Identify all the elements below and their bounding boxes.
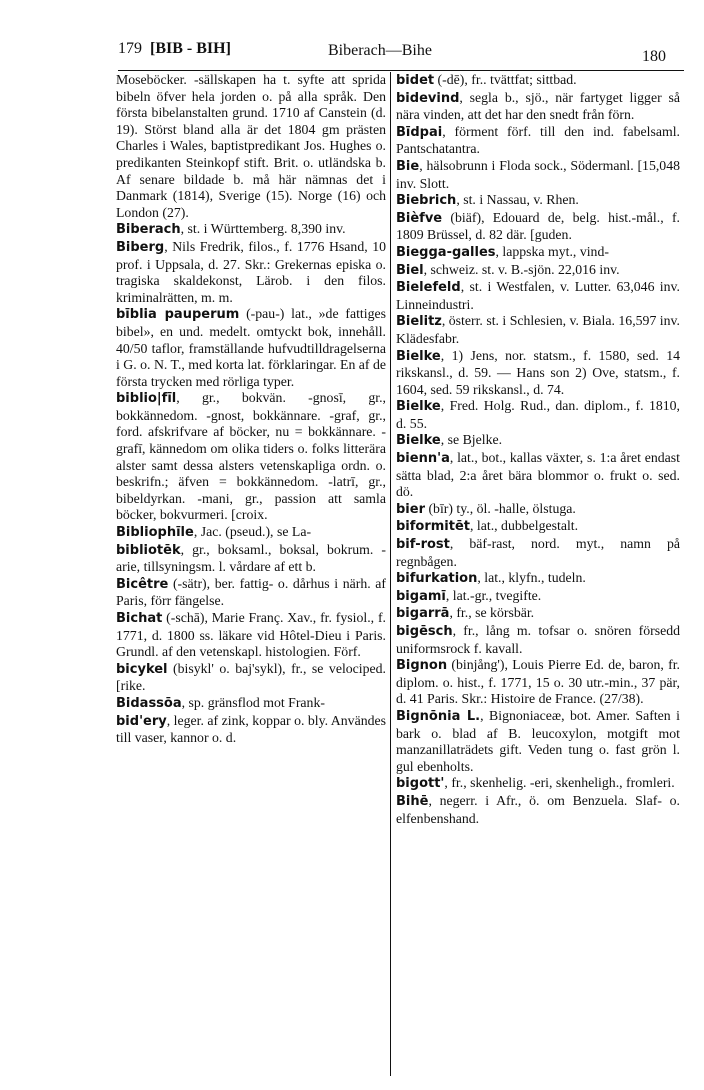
- dictionary-entry: Bièfve (biäf), Edouard de, belg. hist.-mål., f. 1809 Brüssel, d. 82 där. [guden.: [396, 209, 680, 243]
- headword: Bièfve: [396, 210, 443, 226]
- dictionary-entry: Bielefeld, st. i Westfalen, v. Lutter. 63,046 inv. Linneindustri.: [396, 279, 680, 312]
- dictionary-entry: bid'ery, leger. af zink, koppar o. bly. Användes till vaser, kannor o. d.: [116, 712, 386, 746]
- dictionary-entry: Bignon (binjång'), Louis Pierre Ed. de, baron, fr. diplom. o. hist., f. 1771, 15 o. 30 utr.-min., 37 pär, d. 41 Paris. Skr.: Histoire de France. (27/38).: [396, 657, 680, 707]
- header-rule: [118, 70, 684, 71]
- headword: biblio|fīl: [116, 391, 177, 407]
- page-header: [118, 30, 684, 70]
- dictionary-entry: bigarrā, fr., se körsbär.: [396, 605, 535, 622]
- dictionary-entry: Bibliophīle, Jac. (pseud.), se La-: [116, 524, 312, 541]
- headword: Bielefeld: [396, 280, 461, 296]
- headword: bif-rost: [396, 537, 450, 553]
- headword: bigarrā: [396, 606, 450, 622]
- headword: Bielke: [396, 348, 441, 364]
- dictionary-entry: Bidassōa, sp. gränsflod mot Frank-: [116, 694, 325, 711]
- headword: Bibliophīle: [116, 525, 194, 541]
- dictionary-entry: Bīdpai, förment förf. till den ind. fabelsaml. Pantschatantra.: [396, 123, 680, 157]
- dictionary-entry: Bignōnia L., Bignoniaceæ, bot. Amer. Saften i bark o. blad af B. leucoxylon, motgift mot manzanillaträdets gift. Veden tung o. fast grön l. gul ebenholts.: [396, 707, 680, 774]
- dictionary-entry: Bihē, negerr. i Afr., ö. om Benzuela. Slaf- o. elfenbenshand.: [396, 792, 680, 826]
- dictionary-entry: Biel, schweiz. st. v. B.-sjön. 22,016 inv.: [396, 261, 620, 278]
- headword: bibliotēk: [116, 542, 181, 558]
- left-column: [116, 72, 386, 1074]
- headword: bigamī: [396, 588, 446, 604]
- headword: bifurkation: [396, 571, 478, 587]
- headword: Bielitz: [396, 314, 442, 330]
- headword: bidevind: [396, 90, 460, 106]
- headword: Bichat: [116, 611, 163, 626]
- dictionary-entry: Biebrich, st. i Nassau, v. Rhen.: [396, 192, 579, 209]
- headword: Bie: [396, 158, 420, 174]
- headword: Bidassōa: [116, 695, 182, 711]
- page-number-left: 179: [118, 40, 142, 57]
- headword: Biberach: [116, 222, 181, 238]
- dictionary-entry: bigamī, lat.-gr., tvegifte.: [396, 587, 542, 604]
- dictionary-entry: bigott', fr., skenhelig. -eri, skenheligh., fromleri.: [396, 775, 675, 792]
- headword: Bihē: [396, 793, 429, 809]
- headword: Bīdpai: [396, 124, 443, 140]
- dictionary-entry: Bielitz, österr. st. i Schlesien, v. Biala. 16,597 inv. Klädesfabr.: [396, 313, 680, 346]
- dictionary-entry: Bielke, 1) Jens, nor. statsm., f. 1580, sed. 14 rikskansl., d. 59. — Hans son 2) Ove, statsm., f. 1604, sed. 59 rikskansl., d. 74.: [396, 347, 680, 397]
- dictionary-entry: biblio|fīl, gr., bokvän. -gnosī, gr., bokkännedom. -gnost, bokkännare. -graf, gr., ford. afskrifvare af böcker, nu = bokkännare. -grafī, kännedom om olika tiders o. folks litterära alster samt dessa alsters vetenskapliga ordn. o. beskrifn.; äfven = bokkännedom. -latrī, gr., bibeldyrkan. -mani, gr., passion att samla böcker, bokvurmeri. [croix.: [116, 390, 386, 523]
- headword: Biegga-galles: [396, 244, 496, 260]
- dictionary-entry: Bicêtre (-sätr), ber. fattig- o. dårhus i närh. af Paris, förr fängelse.: [116, 575, 386, 609]
- headword: Biberg: [116, 239, 165, 255]
- entry-range: [BIB - BIH]: [150, 40, 231, 57]
- headword: Bielke: [396, 399, 441, 415]
- running-title: Biberach—Bihe: [328, 42, 432, 59]
- dictionary-entry: biformitēt, lat., dubbelgestalt.: [396, 518, 579, 535]
- dictionary-entry: Moseböcker. -sällskapen ha t. syfte att sprida bibeln öfver hela jorden o. på alla språk. Den första bibelanstalten grund. 1710 af Canstein (d. 19). Störst bland alla är det 1804 gm prästen Charles i Wales, baptistpredikant Jos. Hughes o. predikanten Steinkopf stift. Brit. o. utländska b. Af senare bildade b. må här nämnas det i Danmark (1814), Sverige (15). Norge (16) och London (27).: [116, 72, 386, 220]
- headword: Bignon: [396, 658, 448, 674]
- headword: Bicêtre: [116, 576, 169, 592]
- headword: bigott': [396, 776, 445, 792]
- headword: bienn'a: [396, 451, 450, 467]
- dictionary-entry: Bichat (-schā), Marie Franç. Xav., fr. fysiol., f. 1771, d. 1800 ss. läkare vid Hôtel-Dieu i Paris. Grundl. af den vetenskapl. histologien. Förf.: [116, 610, 386, 660]
- page-number-right: 180: [642, 48, 666, 65]
- dictionary-entry: bier (bīr) ty., öl. -halle, ölstuga.: [396, 500, 576, 517]
- dictionary-entry: Bielke, Fred. Holg. Rud., dan. diplom., f. 1810, d. 55.: [396, 398, 680, 431]
- dictionary-entry: bigēsch, fr., lång m. tofsar o. snören försedd uniformsrock f. kavall.: [396, 623, 680, 656]
- headword: bid'ery: [116, 713, 167, 729]
- dictionary-entry: bicykel (bisykl' o. baj'sykl), fr., se velociped. [rike.: [116, 660, 386, 694]
- right-column: [396, 72, 680, 1074]
- dictionary-entry: bifurkation, lat., klyfn., tudeln.: [396, 570, 586, 587]
- headword: Biebrich: [396, 193, 457, 209]
- headword: bigēsch: [396, 624, 453, 639]
- dictionary-entry: bif-rost, bäf-rast, nord. myt., namn på regnbågen.: [396, 536, 680, 569]
- dictionary-entry: bīblia pauperum (-pau-) lat., »de fattiges bibel», en und. medelt. omtyckt bok, innehåll. 40/50 taflor, framställande hufvudtilldragelserna i G. o. N. T., med korta lat. förklaringar. En af de första trycken med rörliga typer.: [116, 306, 386, 389]
- dictionary-entry: Biberg, Nils Fredrik, filos., f. 1776 Hsand, 10 prof. i Uppsala, d. 27. Skr.: Grekernas episka o. tragiska skaldekonst, Lärob. i den filos. kriminalrätten, m. m.: [116, 238, 386, 305]
- dictionary-entry: Biberach, st. i Württemberg. 8,390 inv.: [116, 221, 346, 238]
- headword: bīblia pauperum: [116, 307, 240, 323]
- dictionary-entry: bienn'a, lat., bot., kallas växter, s. 1:a året endast sätta blad, 2:a året bära blommor o. frukt o. sed. dö.: [396, 450, 680, 500]
- dictionary-entry: Bie, hälsobrunn i Floda sock., Södermanl. [15,048 inv. Slott.: [396, 157, 680, 191]
- headword: bicykel: [116, 661, 168, 677]
- dictionary-entry: Bielke, se Bjelke.: [396, 432, 503, 449]
- headword: Bielke: [396, 433, 441, 449]
- dictionary-entry: bidet (-dē), fr.. tvättfat; sittbad.: [396, 72, 577, 88]
- dictionary-entry: Biegga-galles, lappska myt., vind-: [396, 243, 609, 260]
- column-divider: [390, 72, 391, 1076]
- headword: bidet: [396, 73, 435, 88]
- dictionary-entry: bibliotēk, gr., boksaml., boksal, bokrum. -arie, tillsyningsm. l. vårdare af ett b.: [116, 541, 386, 575]
- headword: bier: [396, 501, 425, 517]
- header-left: [118, 40, 231, 58]
- dictionary-entry: bidevind, segla b., sjö., när fartyget ligger så nära vinden, att det har den snedt från förn.: [396, 89, 680, 123]
- headword: Bignōnia L.: [396, 708, 481, 724]
- headword: Biel: [396, 262, 424, 278]
- headword: biformitēt: [396, 519, 471, 535]
